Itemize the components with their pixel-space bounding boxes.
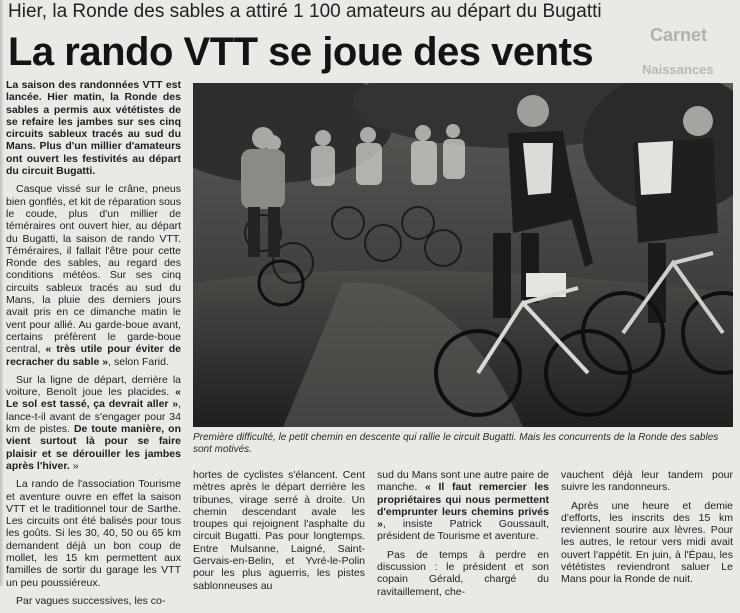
paragraph: Pas de temps à perdre en discussion : le président et son copain Gérald, chargé du ravitaillement, che-	[377, 548, 549, 598]
article-intro: La saison des randonnées VTT est lancée. Hier matin, la Ronde des sables a permis aux vététistes de se refaire les jambes sur ses cinq circuits sableux tracés au sud du Mans. Plus d'un millier d'amateurs ont ouvert les festivités au départ du circuit Bugatti.	[6, 79, 181, 178]
article-photo	[193, 83, 733, 427]
paragraph: sud du Mans sont une autre paire de manche. « Il faut remercier les propriétaires qui nous permettent d'emprunter leurs chemins privés », insiste Patrick Goussault, président de Tourisme et aventure.	[377, 469, 549, 543]
paragraph: Par vagues successives, les co-	[16, 594, 166, 607]
ghost-subheading: Naissances	[642, 62, 714, 77]
article-column-left	[6, 79, 181, 613]
article-column-2	[193, 469, 365, 598]
paragraph: Casque vissé sur le crâne, pneus bien gonflés, et kit de réparation sous le coude, plus d'un millier de téméraires ont ouvert hier, au départ du Bugatti, la saison de rando VTT. Téméraires, il fallait l'être pour cette Ronde des sables, au regard des conditions météos. Sur ses cinq circuits sableux tracés au sud du Mans, la pluie des derniers jours avait pris en ce dimanche matin le vent pour allié. Au garde-boue avant, certains préfèrent le garde-boue central, « très utile pour éviter de recracher du sable », selon Farid.	[6, 183, 181, 368]
paragraph: vauchent déjà leur tandem pour suivre les randonneurs.	[561, 469, 733, 494]
article-column-4	[561, 469, 733, 592]
paragraph: La rando de l'association Tourisme et aventure ouvre en effet la saison VTT et le traditionnel tour de Sarthe. Les circuits ont été balisés pour tous les goûts. Si les 30, 40, 50 ou 65 km demandent déjà un bon coup de mollet, les 15 km permettent aux familles de sortir du garage les VTT un peu poussiéreux.	[6, 478, 181, 589]
paragraph: hortes de cyclistes s'élancent. Cent mètres après le départ derrière les tribunes, virage serré à droite. Un chemin descendant avale les troupes qui rejoignent l'asphalte du circuit Bugatti. Pas pour longtemps. Entre Mulsanne, Laigné, Saint-Gervais-en-Belin, et Yvré-le-Polin pour les plus aguerris, les pistes sablonneuses au	[193, 469, 365, 592]
article-headline: La rando VTT se joue des vents	[8, 30, 594, 74]
photo-caption: Première difficulté, le petit chemin en descente qui rallie le circuit Bugatti. Mais les concurrents de la Ronde des sables sont motivés.	[193, 432, 719, 455]
paragraph: Après une heure et demie d'efforts, les inscrits des 15 km reviennent sourire aux lèvres. Pour les autres, le retour vers midi avait ouvert l'appétit. En juin, à l'Épau, les vététistes reviendront saluer Le Mans pour la Ronde de nuit.	[561, 499, 733, 586]
mountain-bikers-photo	[193, 83, 733, 427]
page-fold-shadow	[0, 0, 4, 586]
article-kicker: Hier, la Ronde des sables a attiré 1 100 amateurs au départ du Bugatti	[8, 1, 602, 22]
article-column-3	[377, 469, 549, 604]
ghost-heading: Carnet	[650, 25, 708, 45]
paragraph: Sur la ligne de départ, derrière la voiture, Benoît joue les placides. « Le sol est tassé, ça devrait aller », lance-t-il avant de s'engager pour 34 km de pistes. De toute manière, on vient surtout là pour se faire plaisir et se dérouiller les jambes après l'hiver. »	[6, 373, 182, 472]
